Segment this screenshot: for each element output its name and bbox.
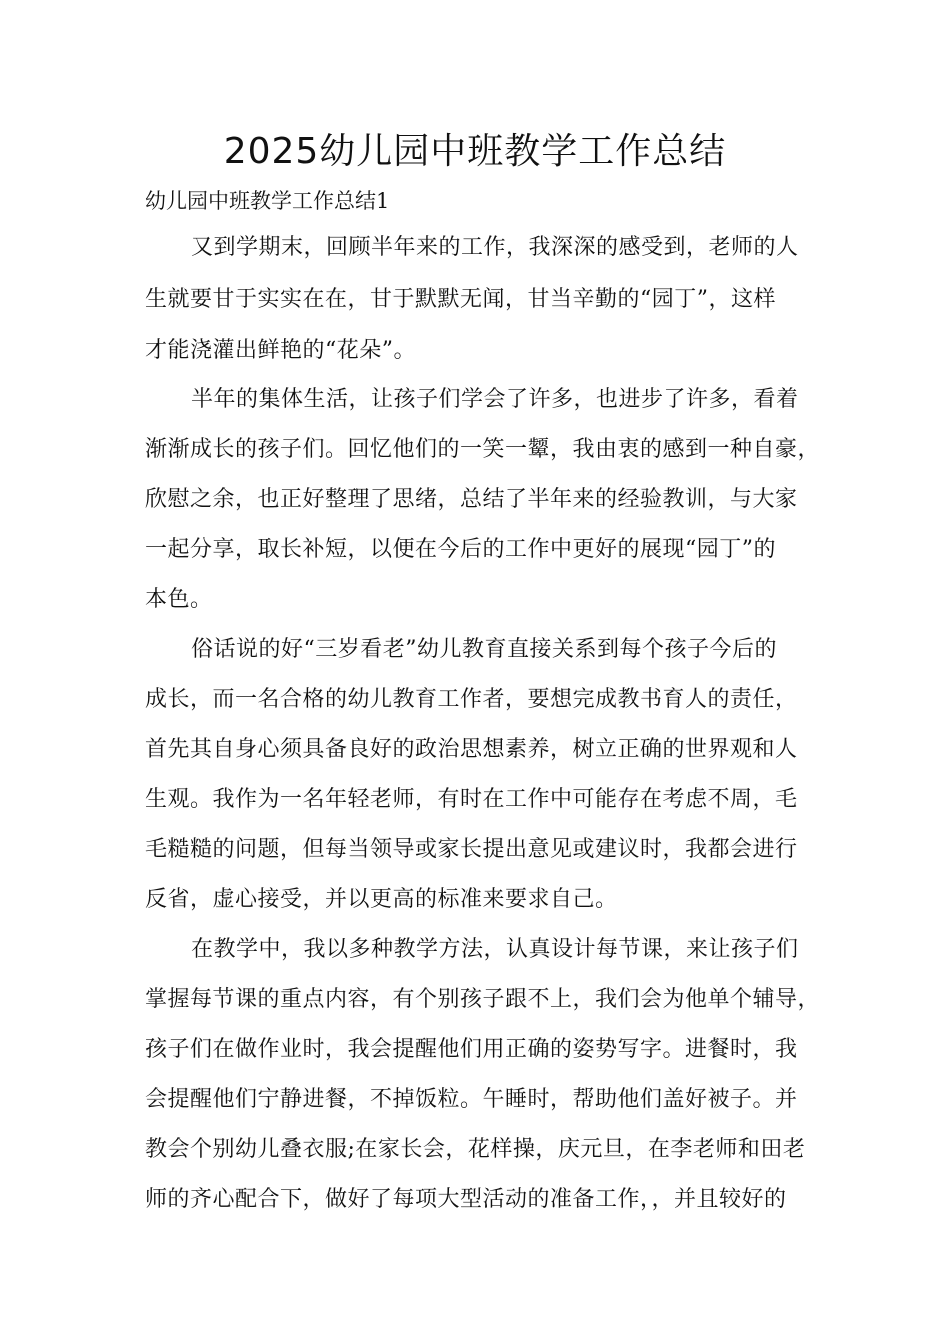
- text-line: 本色。: [145, 587, 213, 612]
- text-line: 欣慰之余，也正好整理了思绪，总结了半年来的经验教训，与大家: [145, 487, 798, 512]
- text-line: 掌握每节课的重点内容，有个别孩子跟不上，我们会为他单个辅导，: [145, 987, 821, 1012]
- page-title: 2025幼儿园中班教学工作总结: [223, 131, 727, 172]
- text-line: 一起分享，取长补短，以便在今后的工作中更好的展现“园丁”的: [145, 537, 776, 562]
- text-line: 反省，虚心接受，并以更高的标准来要求自己。: [145, 887, 618, 912]
- text-line: 毛糙糙的问题，但每当领导或家长提出意见或建议时，我都会进行: [145, 837, 798, 862]
- text-line: 又到学期末，回顾半年来的工作，我深深的感受到，老师的人: [191, 235, 799, 260]
- text-line: 渐渐成长的孩子们。回忆他们的一笑一颦，我由衷的感到一种自豪，: [145, 437, 821, 462]
- text-line: 师的齐心配合下，做好了每项大型活动的准备工作，，并且较好的: [145, 1187, 787, 1212]
- text-line: 生就要甘于实实在在，甘于默默无闻，甘当辛勤的“园丁”，这样: [145, 287, 776, 312]
- text-line: 才能浇灌出鲜艳的“花朵”。: [145, 338, 416, 363]
- text-line: 成长，而一名合格的幼儿教育工作者，要想完成教书育人的责任，: [145, 687, 798, 712]
- text-line: 孩子们在做作业时，我会提醒他们用正确的姿势写字。进餐时，我: [145, 1037, 798, 1062]
- text-line: 会提醒他们宁静进餐，不掉饭粒。午睡时，帮助他们盖好被子。并: [145, 1087, 798, 1112]
- text-line: 首先其自身心须具备良好的政治思想素养，树立正确的世界观和人: [145, 737, 798, 762]
- section-subtitle: 幼儿园中班教学工作总结1: [145, 189, 390, 213]
- text-line: 教会个别幼儿叠衣服;在家长会，花样操，庆元旦，在李老师和田老: [145, 1137, 806, 1162]
- text-line: 生观。我作为一名年轻老师，有时在工作中可能存在考虑不周，毛: [145, 787, 798, 812]
- text-line: 在教学中，我以多种教学方法，认真设计每节课，来让孩子们: [191, 937, 799, 962]
- text-line: 俗话说的好“三岁看老”幼儿教育直接关系到每个孩子今后的: [191, 637, 777, 662]
- text-line: 半年的集体生活，让孩子们学会了许多，也进步了许多，看着: [191, 387, 799, 412]
